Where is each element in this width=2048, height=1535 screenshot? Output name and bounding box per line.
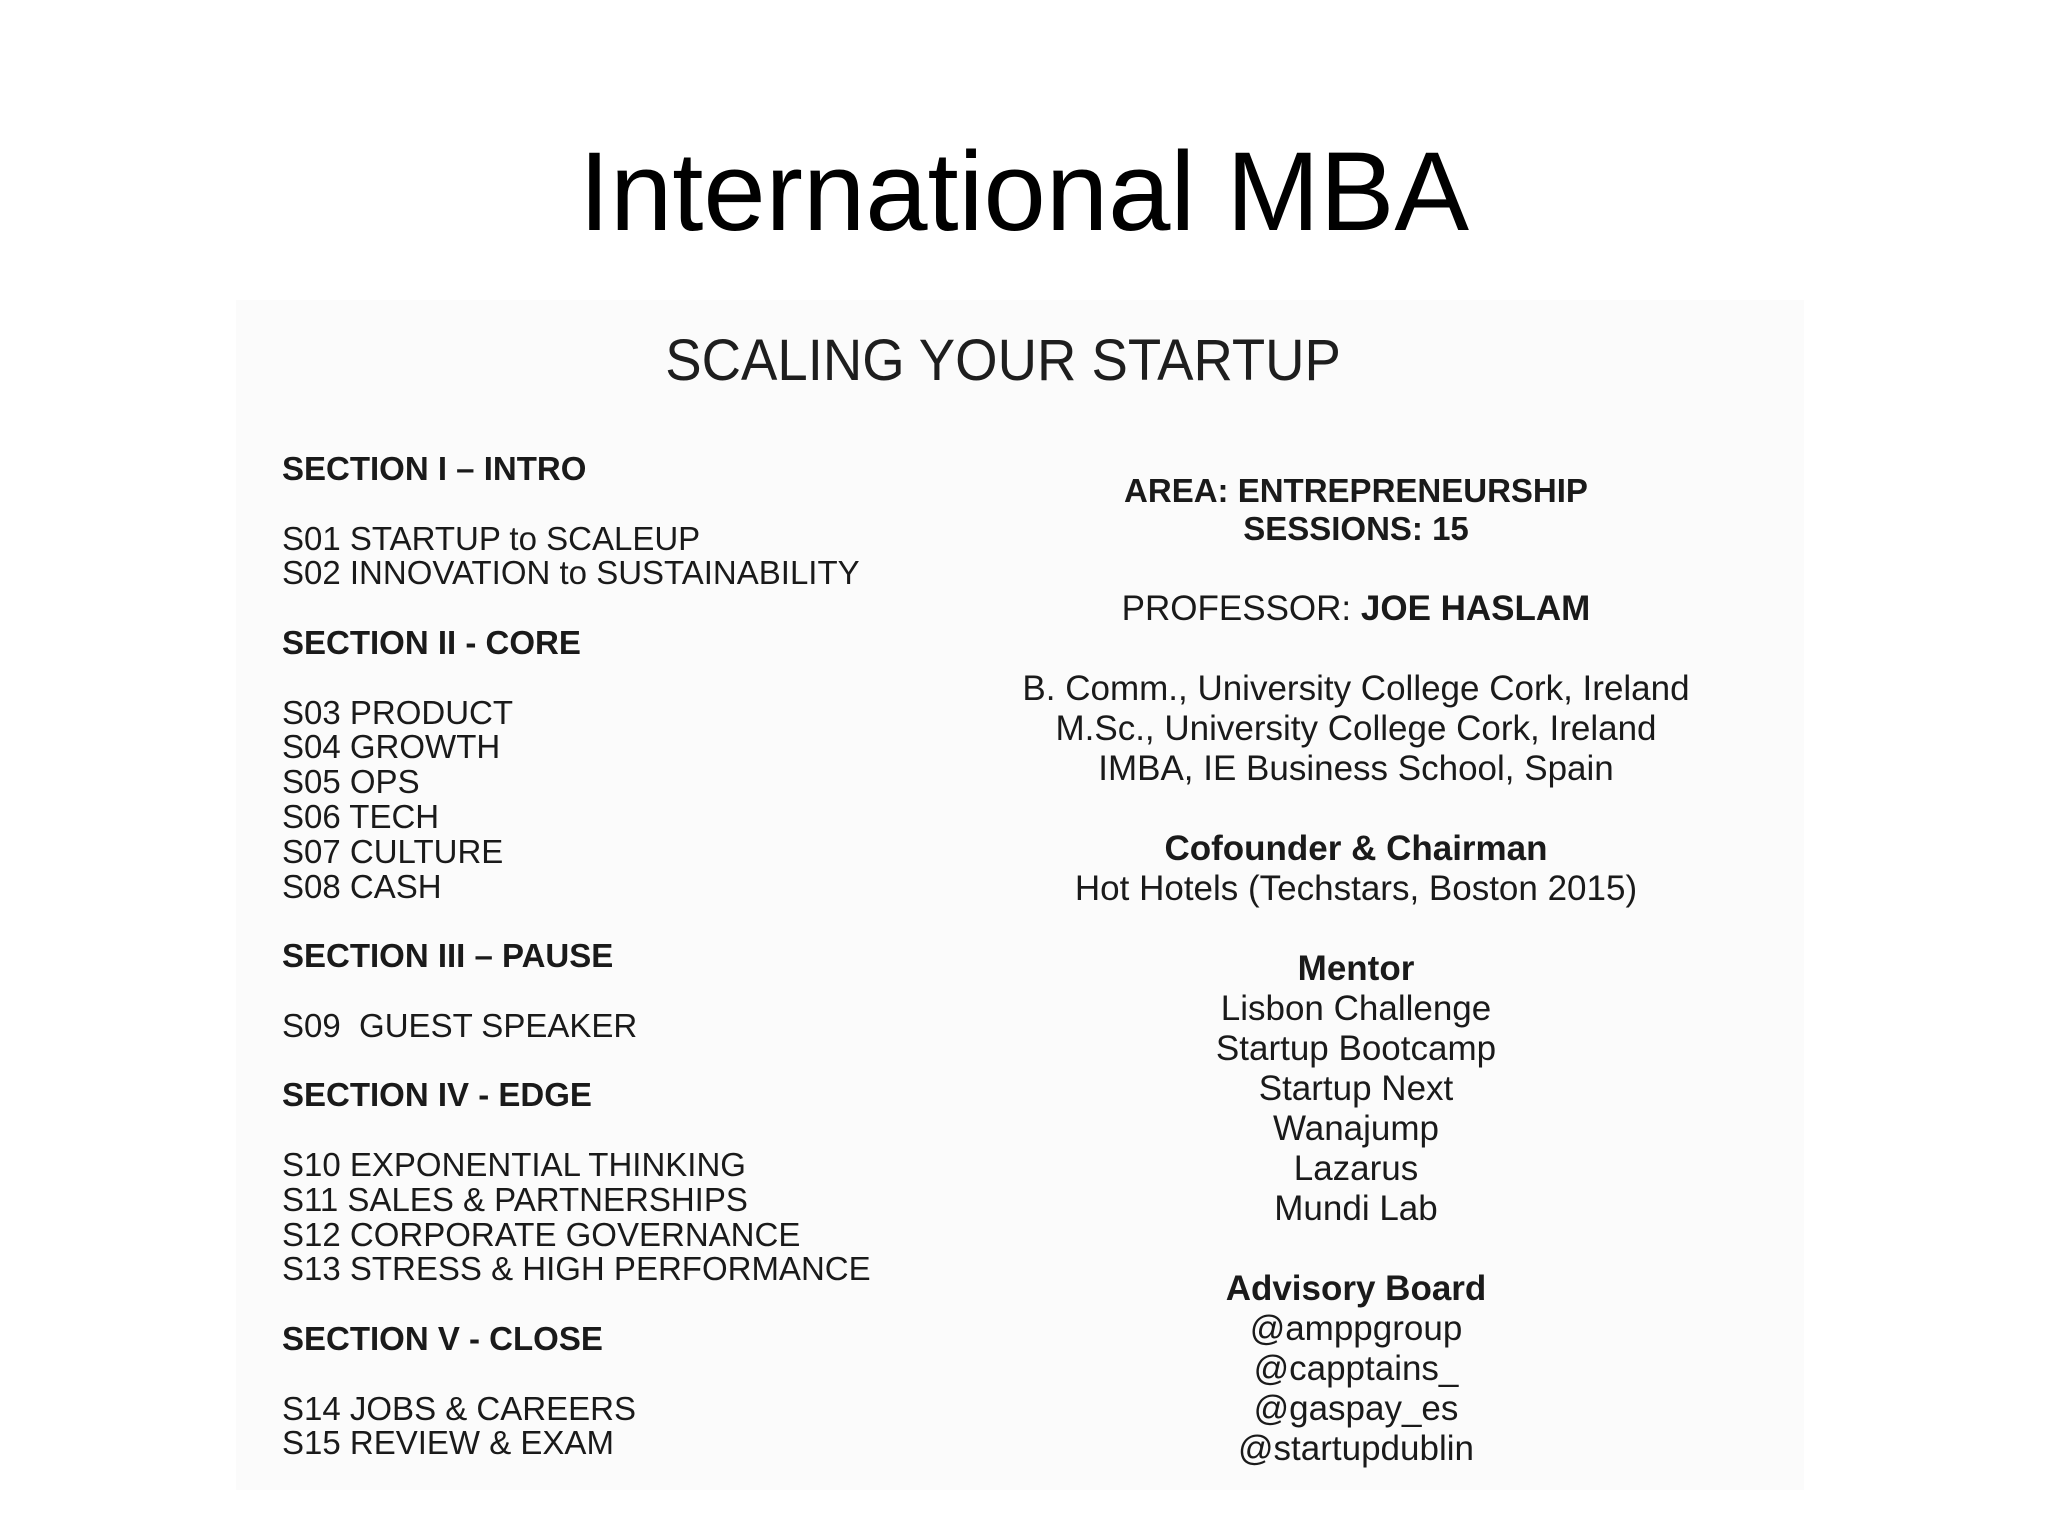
section-heading: SECTION V - CLOSE: [282, 1319, 603, 1357]
section-block: [282, 452, 1002, 591]
slide-title: International MBA: [578, 129, 1470, 254]
section-block: [282, 1078, 1002, 1287]
advisory-item: @amppgroup: [1249, 1309, 1463, 1348]
cofounder-list: [996, 869, 1716, 909]
session-list: [282, 1389, 1002, 1462]
section-heading: SECTION I – INTRO: [282, 450, 587, 487]
mentor-item: Startup Bootcamp: [1215, 1029, 1497, 1068]
mentor-item: Mundi Lab: [1274, 1189, 1438, 1228]
cofounder-item: Hot Hotels (Techstars, Boston 2015): [1074, 869, 1638, 908]
area-label: AREA: ENTREPRENEURSHIP: [1124, 472, 1588, 509]
session-item: S15 REVIEW & EXAM: [282, 1424, 614, 1462]
session-item: S13 STRESS & HIGH PERFORMANCE: [282, 1250, 871, 1288]
session-list: [282, 1006, 1002, 1044]
session-item: S10 EXPONENTIAL THINKING: [282, 1145, 746, 1183]
session-item: S04 GROWTH: [282, 728, 501, 766]
session-item: S09 GUEST SPEAKER: [282, 1006, 638, 1044]
session-item: S12 CORPORATE GOVERNANCE: [282, 1215, 801, 1253]
section-block: [282, 939, 1002, 1043]
section-heading: SECTION II - CORE: [282, 623, 581, 661]
syllabus-document: [236, 300, 1804, 1490]
professor-label: PROFESSOR:: [1121, 589, 1361, 628]
mentor-heading: Mentor: [1297, 949, 1415, 988]
credentials-list: [996, 669, 1716, 789]
course-info: [996, 472, 1716, 1469]
mentor-item: Wanajump: [1273, 1109, 1439, 1148]
advisory-board-list: [996, 1309, 1716, 1469]
session-item: S05 OPS: [282, 763, 420, 801]
mentor-list: [996, 989, 1716, 1229]
mentor-item: Lazarus: [1293, 1149, 1419, 1188]
section-block: [282, 623, 1002, 905]
session-item: S06 TECH: [282, 797, 440, 835]
advisory-item: @capptains_: [1253, 1349, 1459, 1388]
professor-line: [996, 589, 1716, 629]
section-block: [282, 1319, 1002, 1462]
mentor-item: Startup Next: [1258, 1069, 1454, 1108]
mentor-item: Lisbon Challenge: [1220, 989, 1492, 1028]
session-list: [282, 693, 1002, 905]
advisory-board-heading: Advisory Board: [1225, 1269, 1487, 1308]
session-item: S07 CULTURE: [282, 832, 504, 870]
document-title: SCALING YOUR STARTUP: [665, 328, 1341, 393]
credential-item: M.Sc., University College Cork, Ireland: [1055, 709, 1657, 748]
section-heading: SECTION III – PAUSE: [282, 937, 614, 975]
credential-item: B. Comm., University College Cork, Ireland: [1022, 669, 1690, 708]
section-heading: SECTION IV - EDGE: [282, 1076, 592, 1114]
session-item: S03 PRODUCT: [282, 693, 514, 731]
sessions-count: SESSIONS: 15: [1243, 510, 1469, 547]
section-list: [282, 452, 1002, 1496]
advisory-item: @gaspay_es: [1253, 1389, 1459, 1428]
session-item: S02 INNOVATION to SUSTAINABILITY: [282, 554, 860, 592]
session-item: S14 JOBS & CAREERS: [282, 1389, 636, 1427]
session-list: [282, 1145, 1002, 1288]
cofounder-heading: Cofounder & Chairman: [1164, 829, 1548, 868]
session-item: S08 CASH: [282, 867, 442, 905]
advisory-item: @startupdublin: [1238, 1429, 1474, 1468]
credential-item: IMBA, IE Business School, Spain: [1098, 749, 1614, 788]
session-item: S11 SALES & PARTNERSHIPS: [282, 1180, 748, 1218]
session-list: [282, 519, 1002, 592]
session-item: S01 STARTUP to SCALEUP: [282, 519, 701, 557]
professor-name: JOE HASLAM: [1360, 589, 1591, 628]
